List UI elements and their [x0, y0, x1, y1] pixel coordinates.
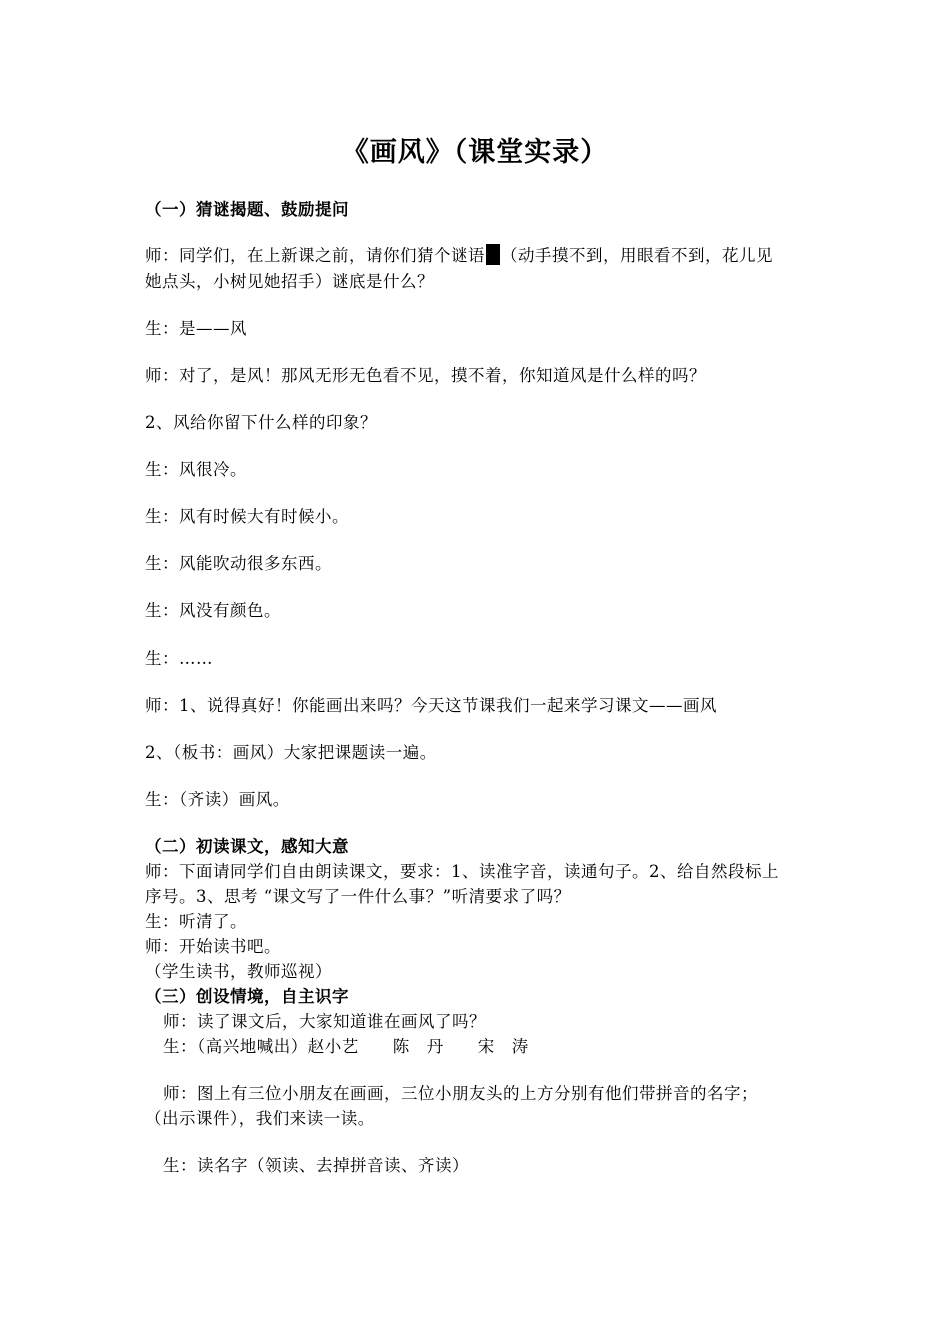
- section-3-heading: （三）创设情境，自主识字: [145, 987, 349, 1006]
- paragraph-line: 师：下面请同学们自由朗读课文，要求：1、读准字音，读通句子。2、给自然段标上: [145, 862, 779, 881]
- document-title: 《画风》（课堂实录）: [341, 137, 609, 168]
- paragraph-line: 生：风没有颜色。: [145, 601, 281, 620]
- paragraph-line: 师：开始读书吧。: [145, 937, 281, 956]
- paragraph-line: 生：（齐读）画风。: [145, 790, 290, 809]
- paragraph-line: 生：读名字（领读、去掉拼音读、齐读）: [163, 1156, 469, 1175]
- paragraph-line: 她点头，小树见她招手）谜底是什么？: [145, 272, 434, 291]
- paragraph-line: 生：风能吹动很多东西。: [145, 554, 332, 573]
- paragraph-line: 生：风有时候大有时候小。: [145, 507, 349, 526]
- text-run: 师：同学们，在上新课之前，请你们猜个谜语: [145, 246, 485, 265]
- paragraph-line: （学生读书，教师巡视）: [145, 962, 332, 981]
- section-2-heading: （二）初读课文，感知大意: [145, 837, 349, 856]
- paragraph-line: [145, 244, 773, 267]
- text-run: （动手摸不到，用眼看不到，花儿见: [501, 246, 773, 265]
- paragraph-line: 生：听清了。: [145, 912, 247, 931]
- paragraph-line: 师：图上有三位小朋友在画画，三位小朋友头的上方分别有他们带拼音的名字；: [163, 1084, 758, 1103]
- paragraph-line: 生：……: [145, 649, 213, 668]
- paragraph-line: 师：对了，是风！那风无形无色看不见，摸不着，你知道风是什么样的吗？: [145, 366, 706, 385]
- section-1-heading: （一）猜谜揭题、鼓励提问: [145, 200, 349, 219]
- paragraph-line: 师：读了课文后，大家知道谁在画风了吗？: [163, 1012, 486, 1031]
- paragraph-line: 生：是——风: [145, 319, 247, 338]
- paragraph-line: 生：风很冷。: [145, 460, 247, 479]
- paragraph-line: 生：（高兴地喊出）赵小艺 陈 丹 宋 涛: [163, 1037, 529, 1056]
- paragraph-line: （出示课件），我们来读一读。: [145, 1109, 375, 1128]
- paragraph-line: 序号。3、思考 “课文写了一件什么事？”听清要求了吗？: [145, 887, 571, 906]
- paragraph-line: 2、（板书：画风）大家把课题读一遍。: [145, 743, 437, 762]
- paragraph-line: 2、风给你留下什么样的印象？: [145, 413, 377, 432]
- paragraph-line: 师：1、说得真好！你能画出来吗？今天这节课我们一起来学习课文——画风: [145, 696, 717, 715]
- redaction-block: [486, 244, 500, 265]
